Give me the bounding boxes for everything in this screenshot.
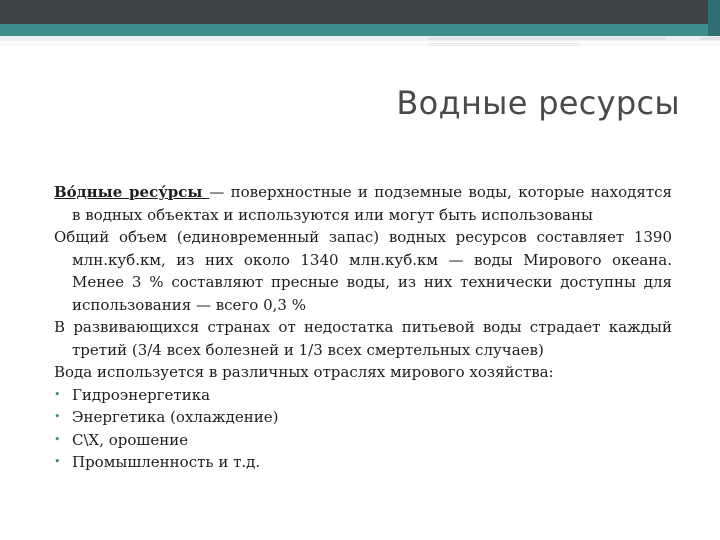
definition-paragraph (54, 181, 672, 226)
top-band-line (0, 44, 720, 45)
top-band-line (428, 37, 666, 40)
list-item (54, 406, 672, 429)
list-item-text: С\Х, орошение (72, 430, 189, 449)
slide-title: Водные ресурсы (396, 84, 680, 122)
list-item-text: Промышленность и т.д. (72, 453, 261, 471)
list-item (54, 384, 672, 407)
bullet-icon: • (54, 387, 61, 401)
list-item-text: Энергетика (охлаждение) (72, 408, 279, 426)
top-band-teal (0, 24, 720, 36)
shortage-paragraph: В развивающихся странах от недостатка питьевой воды страдает каждый третий (3/4 всех болезней и 1/3 всех смертельных случаев) (54, 318, 672, 359)
usage-list (54, 384, 672, 474)
volume-paragraph: Общий объем (единовременный запас) водных ресурсов составляет 1390 млн.куб.км, из них около 1340 млн.куб.км — воды Мирового океана. Менее 3 % составляют пресные воды, из них технически доступны для использования — всего 0,3 % (54, 228, 672, 314)
slide-body (54, 181, 672, 474)
top-band-line (700, 37, 720, 40)
top-band-dark (0, 0, 720, 24)
bullet-icon: • (54, 432, 61, 446)
top-band-accent (708, 0, 720, 36)
list-item (54, 429, 672, 452)
definition-term: Во́дные ресу́рсы (54, 183, 210, 201)
usage-paragraph: Вода используется в различных отраслях мирового хозяйства: (54, 363, 554, 381)
definition-text: — поверхностные и подземные воды, которые находятся в водных объектах и используются или могут быть использованы (72, 183, 672, 224)
bullet-icon: • (54, 410, 61, 423)
bullet-icon: • (54, 455, 61, 468)
list-item (54, 451, 672, 474)
list-item-text: Гидроэнергетика (72, 385, 211, 404)
